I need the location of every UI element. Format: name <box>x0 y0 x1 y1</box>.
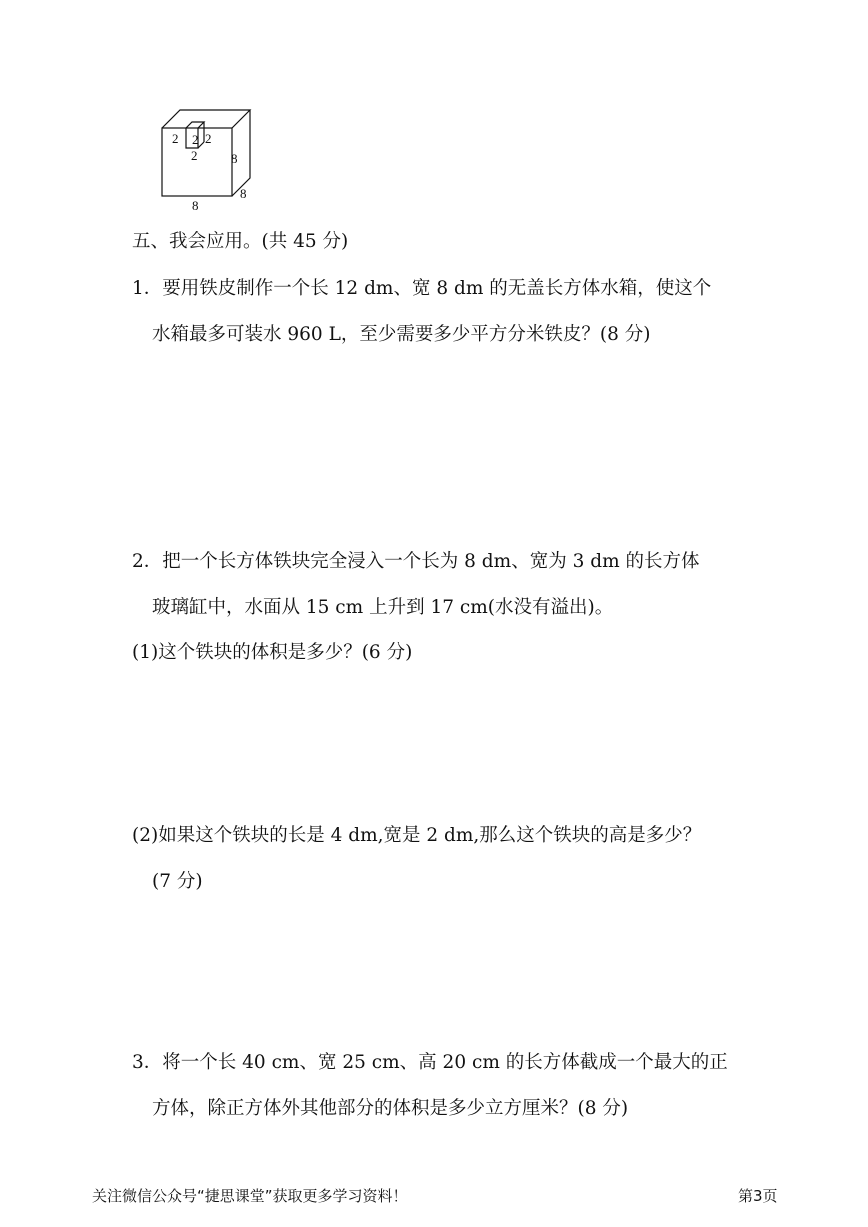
cube-with-notch-figure <box>150 100 260 215</box>
side-height-label: 8 <box>231 151 238 166</box>
q3-text-line1: 3．将一个长 40 cm、宽 25 cm、高 20 cm 的长方体截成一个最大的正 <box>132 1052 728 1073</box>
q2-text-line1: 2．把一个长方体铁块完全浸入一个长为 8 dm、宽为 3 dm 的长方体 <box>132 551 700 572</box>
q3-text-line2: 方体，除正方体外其他部分的体积是多少立方厘米？(8 分) <box>152 1098 629 1119</box>
q1-text-line2: 水箱最多可装水 960 L，至少需要多少平方分米铁皮？(8 分) <box>152 324 651 345</box>
q1-text-line1: 1．要用铁皮制作一个长 12 dm、宽 8 dm 的无盖长方体水箱，使这个 <box>132 278 712 299</box>
notch-bottom-label: 2 <box>191 148 198 163</box>
notch-right-label: 2 <box>205 131 212 146</box>
q2-sub2-text-line2: (7 分) <box>152 871 203 892</box>
section-heading: 五、我会应用。(共 45 分) <box>132 231 349 252</box>
q2-text-line2: 玻璃缸中，水面从 15 cm 上升到 17 cm(水没有溢出)。 <box>152 597 614 618</box>
page-number: 第3页 <box>738 1187 778 1205</box>
q2-sub2-text-line1: (2)如果这个铁块的长是 4 dm,宽是 2 dm,那么这个铁块的高是多少？ <box>132 825 702 846</box>
q2-sub1-text: (1)这个铁块的体积是多少？(6 分) <box>132 642 413 663</box>
side-depth-label: 8 <box>240 186 247 201</box>
bottom-width-label: 8 <box>192 198 199 213</box>
notch-depth-label: 2 <box>192 132 199 147</box>
footer-promo: 关注微信公众号“捷思课堂”获取更多学习资料！ <box>92 1187 408 1205</box>
notch-left-label: 2 <box>172 131 179 146</box>
